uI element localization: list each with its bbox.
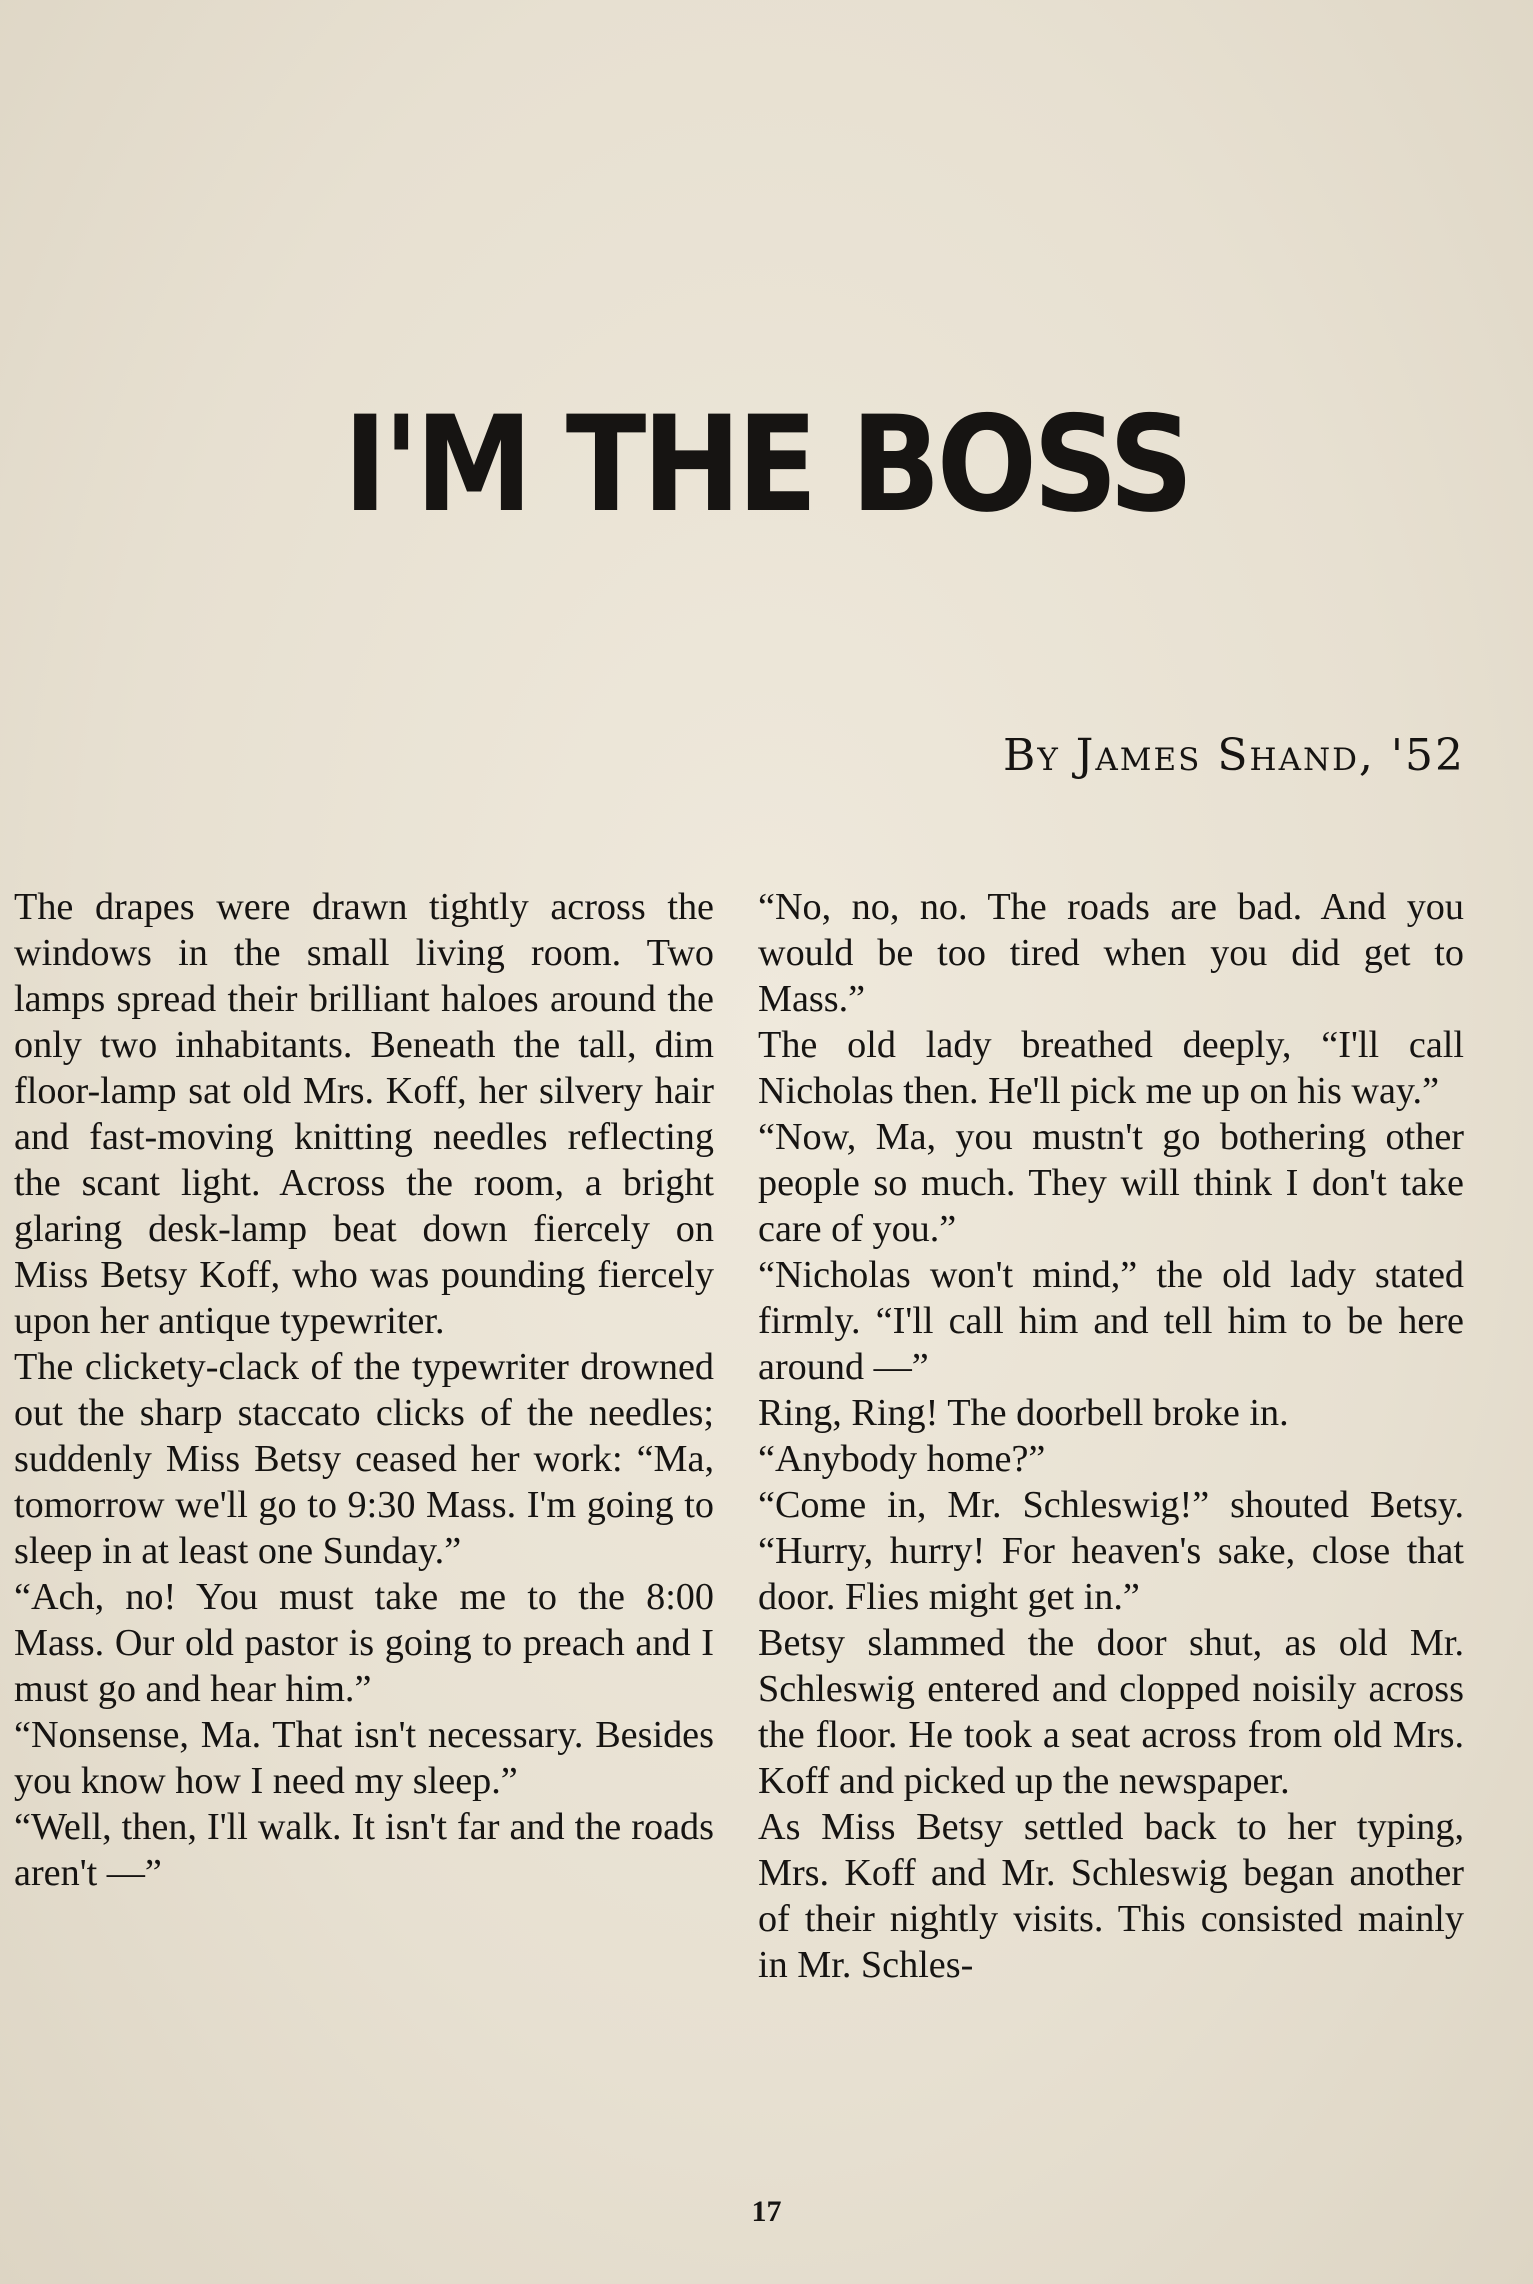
paragraph: Betsy slammed the door shut, as old Mr. Schleswig entered and clopped noisily across the floor. He took a seat across from old Mrs. Koff and picked up the newspaper.: [758, 1622, 1464, 1802]
paragraph: “Now, Ma, you mustn't go bothering other people so much. They will think I don't take care of you.”: [758, 1116, 1464, 1250]
paragraph: “Well, then, I'll walk. It isn't far and the roads aren't —”: [14, 1806, 714, 1894]
paragraph: The old lady breathed deeply, “I'll call Nicholas then. He'll pick me up on his way.”: [758, 1024, 1464, 1112]
left-column: [14, 884, 714, 1896]
paragraph: The drapes were drawn tightly across the windows in the small living room. Two lamps spread their brilliant haloes around the only two inhabitants. Beneath the tall, dim floor-lamp sat old Mrs. Koff, her silvery hair and fast-moving knitting needles reflecting the scant light. Across the room, a bright glaring desk-lamp beat down fiercely on Miss Betsy Koff, who was pounding fiercely upon her antique typewriter.: [14, 886, 714, 1342]
paragraph: “Nicholas won't mind,” the old lady stated firmly. “I'll call him and tell him to be here around —”: [758, 1254, 1464, 1388]
paragraph: “Ach, no! You must take me to the 8:00 Mass. Our old pastor is going to preach and I must go and hear him.”: [14, 1576, 714, 1710]
paragraph: Ring, Ring! The doorbell broke in.: [758, 1392, 1289, 1434]
article-title: I'M THE BOSS: [343, 386, 1190, 542]
paragraph: “Come in, Mr. Schleswig!” shouted Betsy. “Hurry, hurry! For heaven's sake, close that door. Flies might get in.”: [758, 1484, 1464, 1618]
paragraph: As Miss Betsy settled back to her typing, Mrs. Koff and Mr. Schleswig began another of their nightly visits. This consisted mainly in Mr. Schles-: [758, 1806, 1464, 1986]
page-number: 17: [751, 2195, 782, 2228]
article-byline: By James Shand, '52: [1002, 730, 1465, 781]
paragraph: “Nonsense, Ma. That isn't necessary. Besides you know how I need my sleep.”: [14, 1714, 714, 1802]
paragraph: The clickety-clack of the typewriter drowned out the sharp staccato clicks of the needles; suddenly Miss Betsy ceased her work: “Ma, tomorrow we'll go to 9:30 Mass. I'm going to sleep in at least one Sunday.”: [14, 1346, 714, 1572]
paragraph: “No, no, no. The roads are bad. And you would be too tired when you did get to Mass.”: [758, 886, 1464, 1020]
paragraph: “Anybody home?”: [758, 1438, 1046, 1480]
right-column: [758, 884, 1464, 1988]
